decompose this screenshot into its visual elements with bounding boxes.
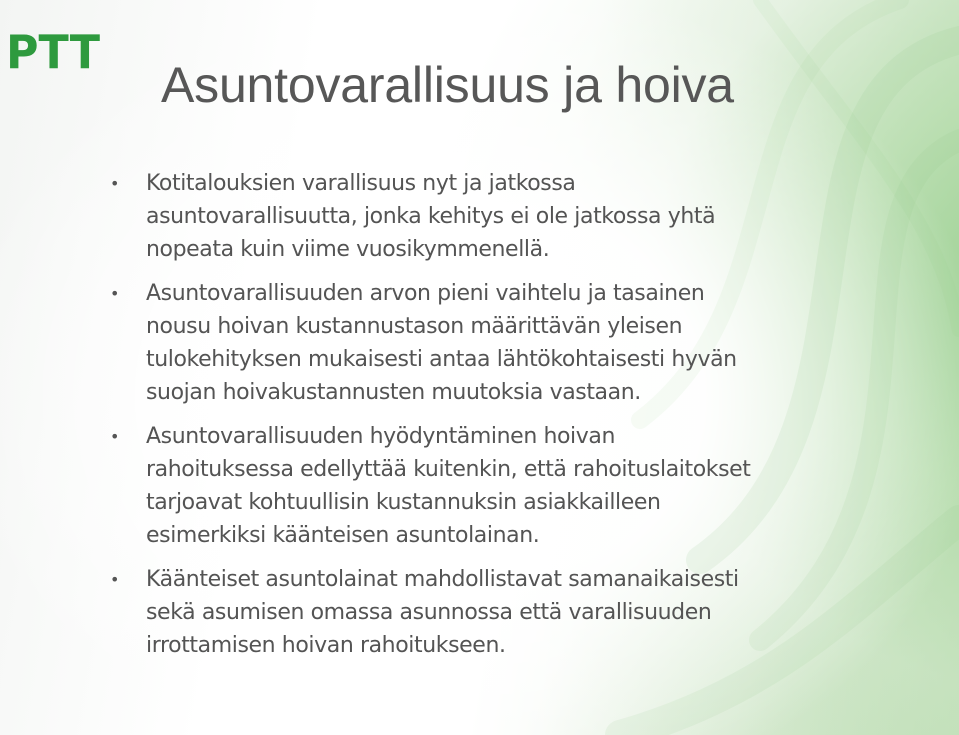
bullet-item bbox=[110, 167, 830, 266]
slide-title: Asuntovarallisuus ja hoiva bbox=[161, 57, 734, 113]
bullet-line: esimerkiksi käänteisen asuntolainan. bbox=[146, 523, 540, 548]
bullet-dot-icon: • bbox=[110, 427, 120, 446]
bullet-line: Kotitalouksien varallisuus nyt ja jatkossa bbox=[146, 171, 576, 196]
logo-text: PTT bbox=[6, 25, 101, 78]
bullet-dot-icon: • bbox=[110, 570, 120, 589]
bullet-line: irrottamisen hoivan rahoitukseen. bbox=[146, 633, 506, 658]
bullet-line: tulokehityksen mukaisesti antaa lähtökohtaisesti hyvän bbox=[146, 347, 737, 372]
bullet-dot-icon: • bbox=[110, 174, 120, 193]
bullet-item bbox=[110, 420, 830, 552]
bullet-line: asuntovarallisuutta, jonka kehitys ei ole jatkossa yhtä bbox=[146, 204, 716, 229]
bullet-line: suojan hoivakustannusten muutoksia vastaan. bbox=[146, 380, 641, 405]
bullet-line: Asuntovarallisuuden hyödyntäminen hoivan bbox=[146, 424, 616, 449]
bullet-line: Asuntovarallisuuden arvon pieni vaihtelu ja tasainen bbox=[146, 281, 705, 306]
bullet-list bbox=[110, 167, 830, 673]
bullet-item bbox=[110, 563, 830, 662]
bullet-line: Käänteiset asuntolainat mahdollistavat samanaikaisesti bbox=[146, 567, 739, 592]
bullet-dot-icon: • bbox=[110, 284, 120, 303]
company-logo bbox=[4, 20, 104, 78]
bullet-line: tarjoavat kohtuullisin kustannuksin asiakkailleen bbox=[146, 490, 661, 515]
bullet-line: nousu hoivan kustannustason määrittävän yleisen bbox=[146, 314, 683, 339]
bullet-line: rahoituksessa edellyttää kuitenkin, että rahoituslaitokset bbox=[146, 457, 751, 482]
bullet-item bbox=[110, 277, 830, 409]
bullet-line: nopeata kuin viime vuosikymmenellä. bbox=[146, 237, 550, 262]
bullet-line: sekä asumisen omassa asunnossa että varallisuuden bbox=[146, 600, 712, 625]
